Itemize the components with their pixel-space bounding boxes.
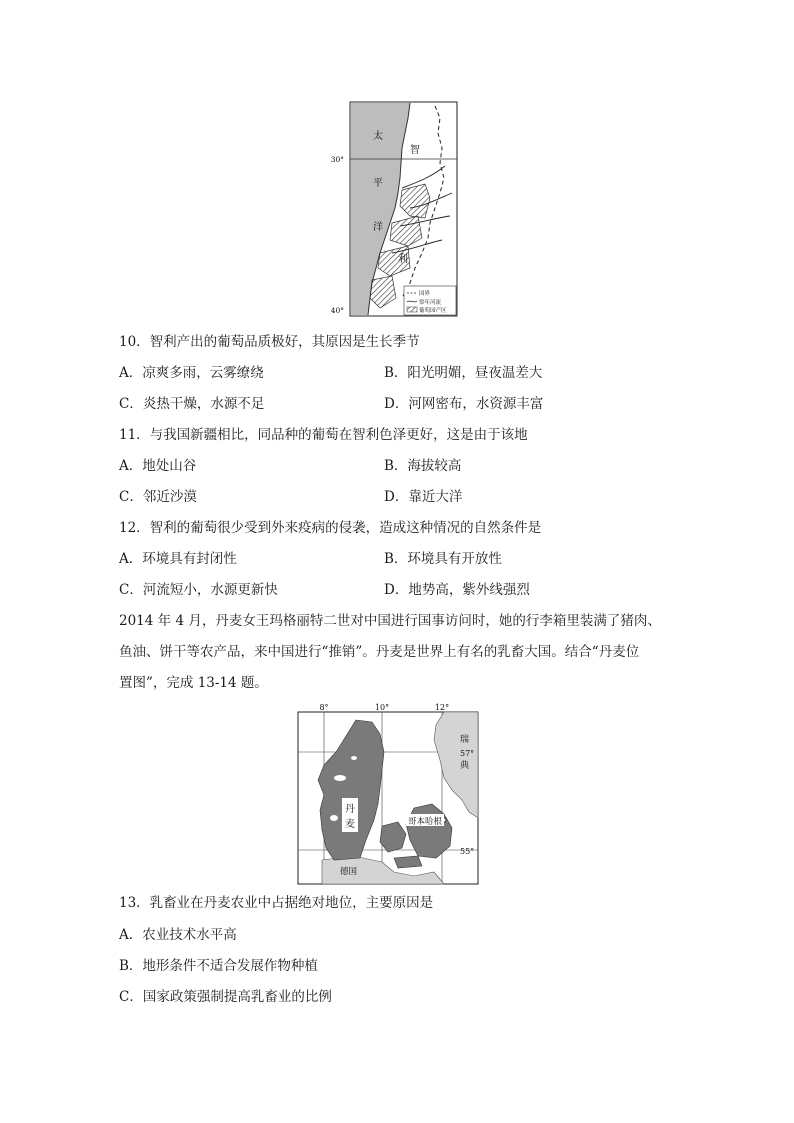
lat-55-label: 55° (460, 847, 475, 856)
sweden-char-1: 瑞 (460, 735, 470, 745)
q11-stem: 11．与我国新疆相比，同品种的葡萄在智利色泽更好，这是由于该地 (119, 427, 528, 443)
q12-option-d[interactable]: D．地势高，紫外线强烈 (384, 582, 530, 598)
q10-option-d[interactable]: D．河网密布，水资源丰富 (384, 396, 544, 412)
copenhagen-label: 哥本哈根 (408, 817, 443, 827)
q13-option-a[interactable]: A．农业技术水平高 (119, 927, 237, 943)
passage-line-2: 鱼油、饼干等农产品，来中国进行“推销”。丹麦是世界上有名的乳畜大国。结合“丹麦位 (119, 644, 640, 660)
ocean-char-2: 平 (373, 178, 383, 189)
lat-30-label: 30° (330, 155, 344, 164)
legend-border: 国界 (419, 291, 431, 297)
q10-option-a[interactable]: A．凉爽多雨，云雾缭绕 (119, 365, 264, 381)
q10-stem: 10．智利产出的葡萄品质极好，其原因是生长季节 (119, 334, 420, 350)
q10-option-b[interactable]: B．阳光明媚，昼夜温差大 (384, 365, 543, 381)
q12-option-c[interactable]: C．河流短小，水源更新快 (119, 582, 278, 598)
denmark-char-2: 麦 (345, 819, 355, 830)
country-char-1: 智 (410, 145, 420, 156)
denmark-char-1: 丹 (345, 804, 355, 815)
q12-option-b[interactable]: B．环境具有开放性 (384, 551, 502, 567)
chile-grape-map (330, 98, 460, 320)
country-char-2: 利 (398, 254, 408, 265)
denmark-location-map (294, 700, 484, 888)
q11-option-a[interactable]: A．地处山谷 (119, 458, 197, 474)
lon-10-label: 10° (374, 703, 390, 712)
legend-river: 常年河流 (419, 300, 442, 306)
lat-40-label: 40° (330, 306, 344, 315)
q13-stem: 13．乳畜业在丹麦农业中占据绝对地位，主要原因是 (119, 895, 434, 911)
q12-option-a[interactable]: A．环境具有封闭性 (119, 551, 237, 567)
passage-line-1: 2014 年 4 月，丹麦女王玛格丽特二世对中国进行国事访问时，她的行李箱里装满了猪肉、 (119, 613, 661, 629)
sweden-char-2: 典 (460, 761, 470, 771)
ocean-char-3: 洋 (373, 222, 383, 233)
legend-grape: 葡萄园产区 (419, 308, 447, 314)
lat-57-label: 57° (460, 749, 475, 758)
q13-option-b[interactable]: B．地形条件不适合发展作物种植 (119, 958, 318, 974)
lon-8-label: 8° (319, 703, 329, 712)
lon-12-label: 12° (434, 703, 450, 712)
q13-option-c[interactable]: C．国家政策强制提高乳畜业的比例 (119, 989, 332, 1005)
q12-stem: 12．智利的葡萄很少受到外来疫病的侵袭，造成这种情况的自然条件是 (119, 520, 542, 536)
q11-option-d[interactable]: D．靠近大洋 (384, 489, 463, 505)
q11-option-c[interactable]: C．邻近沙漠 (119, 489, 197, 505)
map-legend (404, 286, 456, 315)
q10-option-c[interactable]: C．炎热干燥，水源不足 (119, 396, 265, 412)
passage-line-3: 置图”，完成 13-14 题。 (119, 675, 268, 691)
ocean-char-1: 太 (373, 131, 383, 142)
germany-label: 德国 (340, 867, 358, 877)
q11-option-b[interactable]: B．海拔较高 (384, 458, 462, 474)
